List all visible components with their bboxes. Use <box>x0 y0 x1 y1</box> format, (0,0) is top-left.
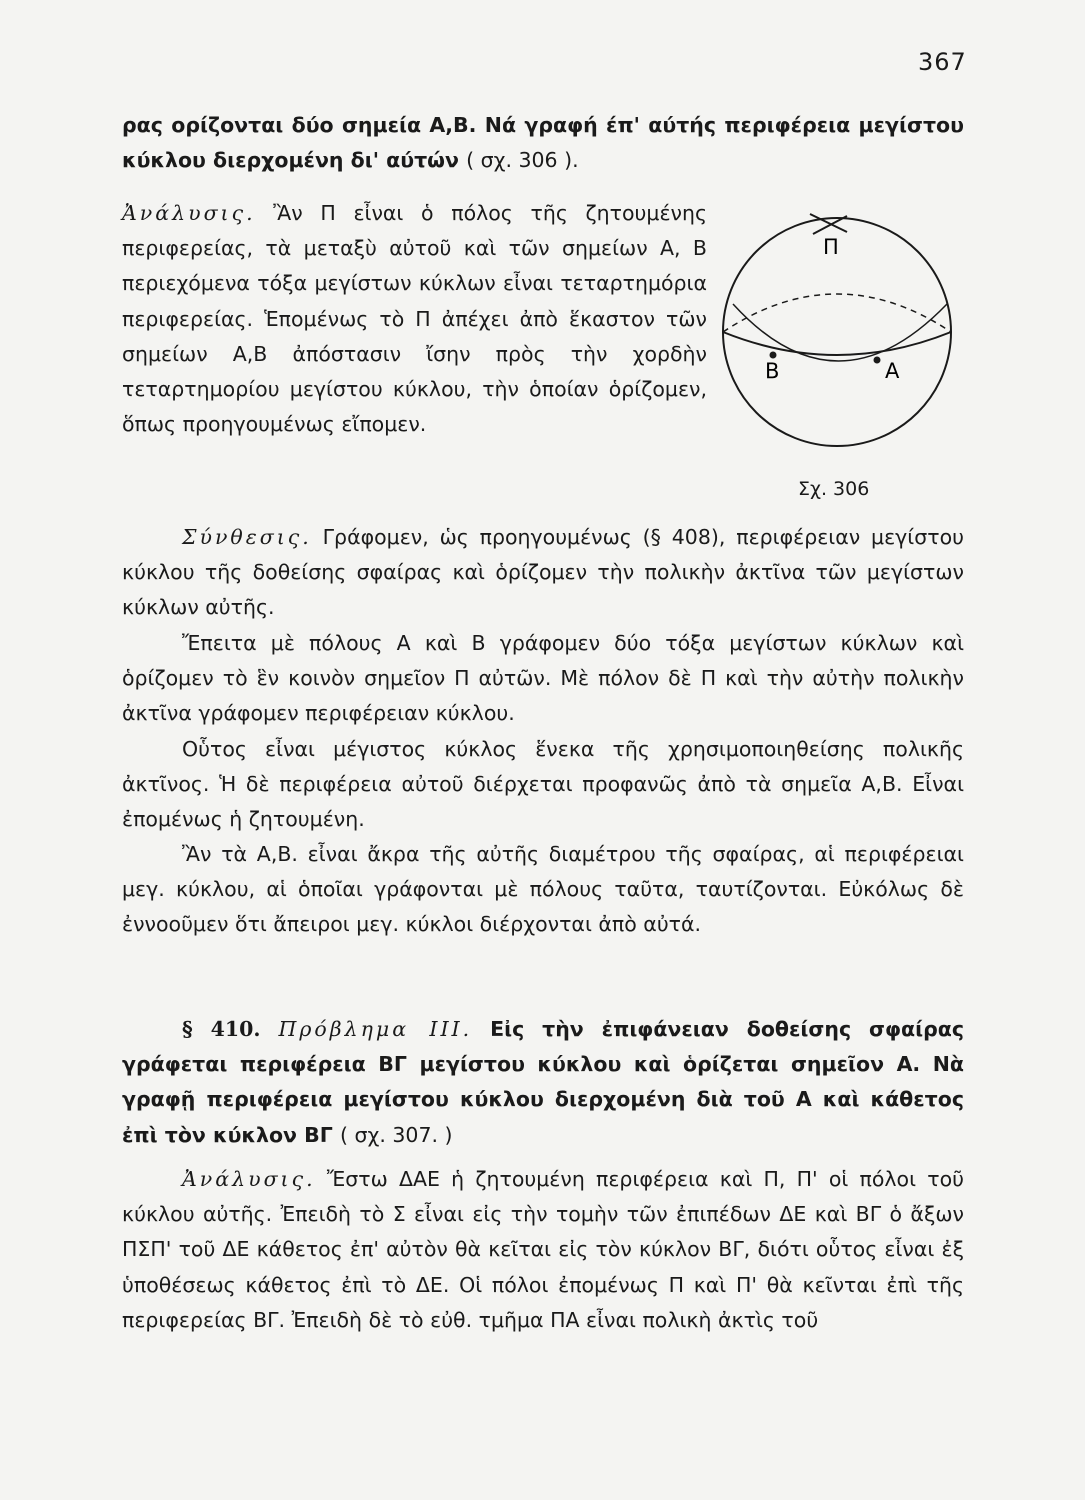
point-a <box>874 357 881 364</box>
synthesis-paragraph-3: Οὗτος εἶναι μέγιστος κύκλος ἕνεκα τῆς χρησιμοποιηθείσης πολικῆς ἀκτῖνος. Ἡ δὲ περιφέρεια αὐτοῦ διέρχεται προφανῶς ἀπὸ τὰ σημεῖα Α,Β. Εἶναι ἐπομένως ἡ ζητουμένη. <box>122 737 964 832</box>
synthesis-paragraph-2: Ἔπειτα μὲ πόλους Α καὶ Β γράφομεν δύο τόξα μεγίστων κύκλων καὶ ὁρίζομεν τὸ ἓν κοινὸν σημεῖον Π αὐτῶν. Μὲ πόλον δὲ Π καὶ τὴν αὐτὴν πολικὴν ἀκτῖνα γράφομεν περιφέρειαν κύκλου. <box>122 631 964 726</box>
problem-text: ρας ορίζονται δύο σημεία Α,Β. Νά γραφή έπ' αύτής περιφέρεια μεγίστου κύκλου διερχομένη δι' αύτών <box>122 113 964 173</box>
synthesis-paragraph <box>122 520 964 626</box>
label-b: Β <box>765 359 780 383</box>
great-circle-front <box>723 332 951 355</box>
synthesis-label: Σύνθεσις. <box>182 525 312 549</box>
synthesis-text: Γράφομεν, ὡς προηγουμένως (§ 408), περιφέρειαν μεγίστου κύκλου τῆς δοθείσης σφαίρας καὶ ὁρίζομεν τὴν πολικὴν ἀκτῖνα τῶν μεγίστων κύκλων αὐτῆς. <box>122 525 964 620</box>
great-circle-back <box>723 294 951 332</box>
figure-reference: ( σχ. 306 ). <box>466 148 579 173</box>
analysis-paragraph <box>122 196 707 442</box>
problem-410-text: Εἰς τὴν ἐπιφάνειαν δοθείσης σφαίρας γράφεται περιφέρεια ΒΓ μεγίστου κύκλου καὶ ὁρίζεται σημεῖον Α. Νὰ γραφῇ περιφέρεια μεγίστου κύκλου διερχομένη διὰ τοῦ Α καὶ κάθετος ἐπὶ τὸν κύκλον ΒΓ <box>122 1017 964 1147</box>
analysis-2-text: Ἔστω ΔΑΕ ἡ ζητουμένη περιφέρεια καὶ Π, Π' οἱ πόλοι τοῦ κύκλου αὐτῆς. Ἐπειδὴ τὸ Σ εἶναι εἰς τὴν τομὴν τῶν ἐπιπέδων ΔΕ καὶ ΒΓ ὁ ἄξων ΠΣΠ' τοῦ ΔΕ κάθετος ἐπ' αὐτὸν θὰ κεῖται εἰς τὸν κύκλον ΒΓ, διότι οὗτος εἶναι ἐξ ὑποθέσεως κάθετος ἐπὶ τὸ ΔΕ. Οἱ πόλοι ἐπομένως Π καὶ Π' θὰ κεῖνται ἐπὶ τῆς περιφερείας ΒΓ. Ἐπειδὴ δὲ τὸ εὐθ. τμῆμα ΠΑ εἶναι πολικὴ ἀκτὶς τοῦ <box>122 1167 964 1332</box>
figure-306-sphere <box>715 200 965 510</box>
analysis-2-label: Ἀνάλυσις. <box>182 1167 316 1191</box>
point-b <box>770 352 777 359</box>
problem-statement-end <box>122 108 964 178</box>
analysis-2-paragraph <box>122 1162 964 1338</box>
label-pole: Π <box>823 235 839 259</box>
analysis-label: Ἀνάλυσις. <box>122 201 256 225</box>
problem-label: Πρόβλημα III. <box>278 1017 473 1041</box>
synthesis-paragraph-4: Ἂν τὰ Α,Β. εἶναι ἄκρα τῆς αὐτῆς διαμέτρου τῆς σφαίρας, αἱ περιφέρειαι μεγ. κύκλου, αἱ ὁποῖαι γράφονται μὲ πόλους ταῦτα, ταυτίζονται. Εὐκόλως δὲ ἐννοοῦμεν ὅτι ἄπειροι μεγ. κύκλοι διέρχονται ἀπὸ αὐτά. <box>122 842 964 937</box>
pole-mark-1 <box>810 214 847 232</box>
sphere-diagram <box>715 200 965 510</box>
analysis-text: Ἂν Π εἶναι ὁ πόλος τῆς ζητουμένης περιφερείας, τὰ μεταξὺ αὐτοῦ καὶ τῶν σημείων Α, Β περιεχόμενα τόξα μεγίστων κύκλων εἶναι τεταρτημόρια περιφερείας. Ἑπομένως τὸ Π ἀπέχει ἀπὸ ἕκαστον τῶν σημείων Α,Β ἀπόστασιν ἴσην πρὸς τὴν χορδὴν τεταρτημορίου μεγίστου κύκλου, τὴν ὁποίαν ὁρίζομεν, ὅπως προηγουμένως εἴπομεν. <box>122 201 707 437</box>
page-number: 367 <box>918 48 967 76</box>
section-number: § 410. <box>182 1017 261 1041</box>
section-410-heading <box>122 1012 964 1153</box>
figure-caption: Σχ. 306 <box>798 478 870 500</box>
figure-307-reference: ( σχ. 307. ) <box>339 1122 453 1147</box>
label-a: Α <box>885 359 900 383</box>
